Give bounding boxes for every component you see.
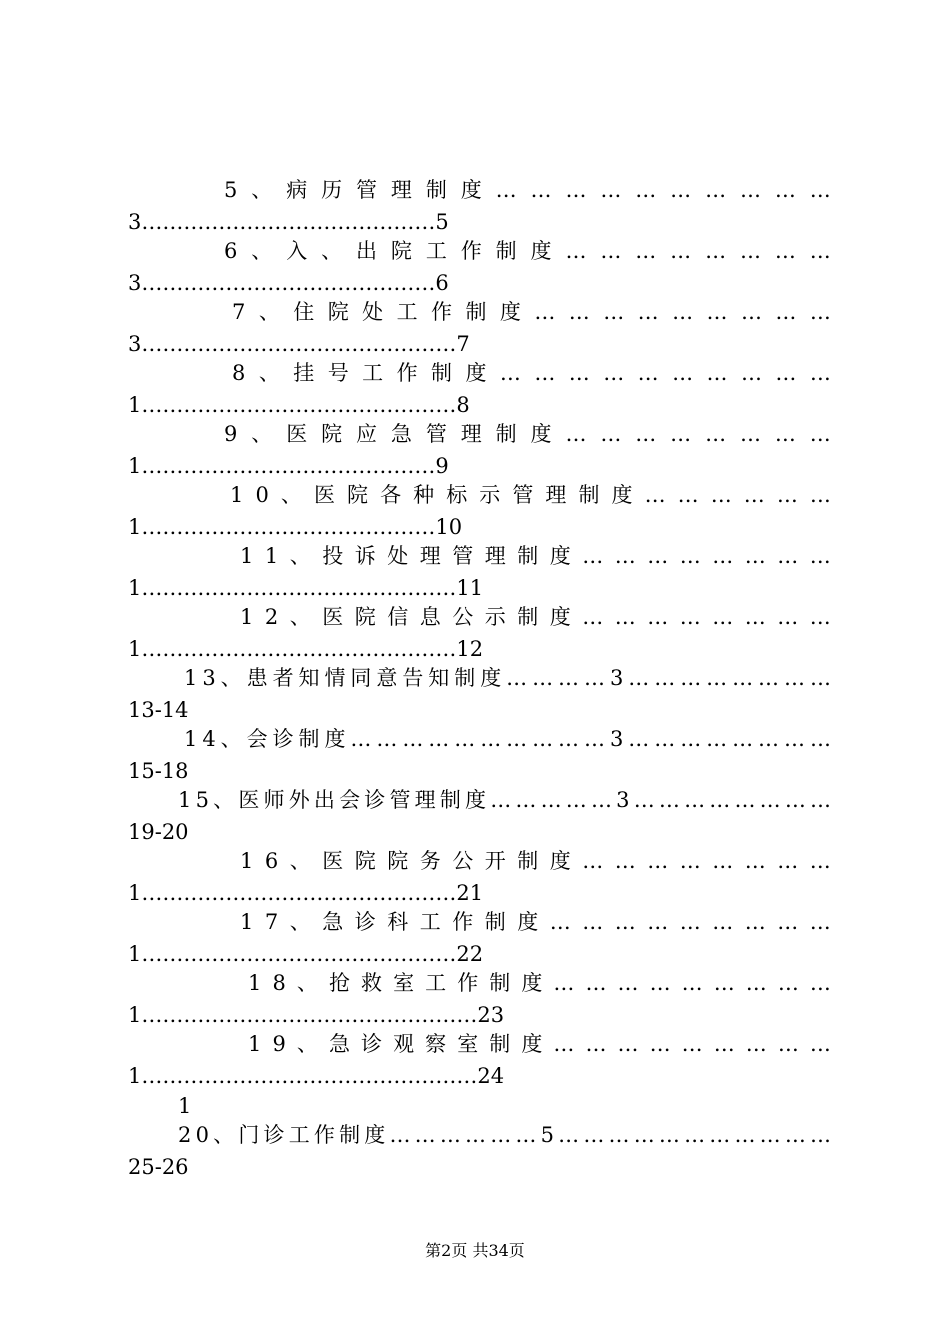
toc-entry-page: 1………………………………………21: [128, 881, 484, 905]
page-footer: 第2页 共34页: [425, 1241, 525, 1260]
toc-entry-title: 1 0 、 医 院 各 种 标 示 管 理 制 度 … … … … … …: [230, 483, 831, 507]
toc-entry-title: 1 2 、 医 院 信 息 公 示 制 度 … … … … … … … …: [240, 605, 831, 629]
toc-entry-title: 1 7 、 急 诊 科 工 作 制 度 … … … … … … … … …: [240, 910, 831, 934]
toc-entry-page: 3……………………………………5: [128, 210, 449, 234]
toc-entry-page: 3……………………………………6: [128, 271, 449, 295]
toc-entry-page: 25-26: [128, 1155, 189, 1179]
stray-page-number: 1: [178, 1094, 192, 1118]
toc-entry-page: 13-14: [128, 698, 189, 722]
toc-entry-page: 1……………………………………9: [128, 454, 449, 478]
toc-entry-title: 5 、 病 历 管 理 制 度 … … … … … … … … … …: [224, 178, 831, 202]
toc-entry-page: 15-18: [128, 759, 189, 783]
toc-entry-title: 1 1 、 投 诉 处 理 管 理 制 度 … … … … … … … …: [240, 544, 831, 568]
toc-entry-title: 7 、 住 院 处 工 作 制 度 … … … … … … … … …: [232, 300, 831, 324]
toc-entry-title: 6 、 入 、 出 院 工 作 制 度 … … … … … … … …: [224, 239, 831, 263]
toc-entry-title: 2 0 、 门 诊 工 作 制 度 … … … … … … 5 … … … … … … … … … … …: [178, 1123, 831, 1147]
toc-entry-page: 3………………………………………7: [128, 332, 470, 356]
toc-entry-title: 1 6 、 医 院 院 务 公 开 制 度 … … … … … … … …: [240, 849, 831, 873]
toc-entry-page: 1…………………………………………23: [128, 1003, 505, 1027]
toc-entry-title: 1 3 、 患 者 知 情 同 意 告 知 制 度 … … … … 3 … … … … … … … …: [184, 666, 831, 690]
toc-entry-page: 1………………………………………12: [128, 637, 484, 661]
toc-entry-page: 1…………………………………………24: [128, 1064, 505, 1088]
toc-entry-title: 1 9 、 急 诊 观 察 室 制 度 … … … … … … … … …: [248, 1032, 831, 1056]
toc-entry-title: 1 5 、 医 师 外 出 会 诊 管 理 制 度 … … … … … 3 … … … … … … … …: [178, 788, 831, 812]
toc-entry-page: 1………………………………………22: [128, 942, 484, 966]
toc-entry-page: 19-20: [128, 820, 189, 844]
toc-entry-title: 8 、 挂 号 工 作 制 度 … … … … … … … … … …: [232, 361, 831, 385]
toc-entry-page: 1……………………………………10: [128, 515, 463, 539]
toc-entry-page: 1………………………………………11: [128, 576, 484, 600]
toc-entry-title: 9 、 医 院 应 急 管 理 制 度 … … … … … … … …: [224, 422, 831, 446]
toc-entry-title: 1 8 、 抢 救 室 工 作 制 度 … … … … … … … … …: [248, 971, 831, 995]
toc-entry-title: 1 4 、 会 诊 制 度 … … … … … … … … … … 3 … … … … … … … …: [184, 727, 831, 751]
toc-entry-page: 1………………………………………8: [128, 393, 470, 417]
